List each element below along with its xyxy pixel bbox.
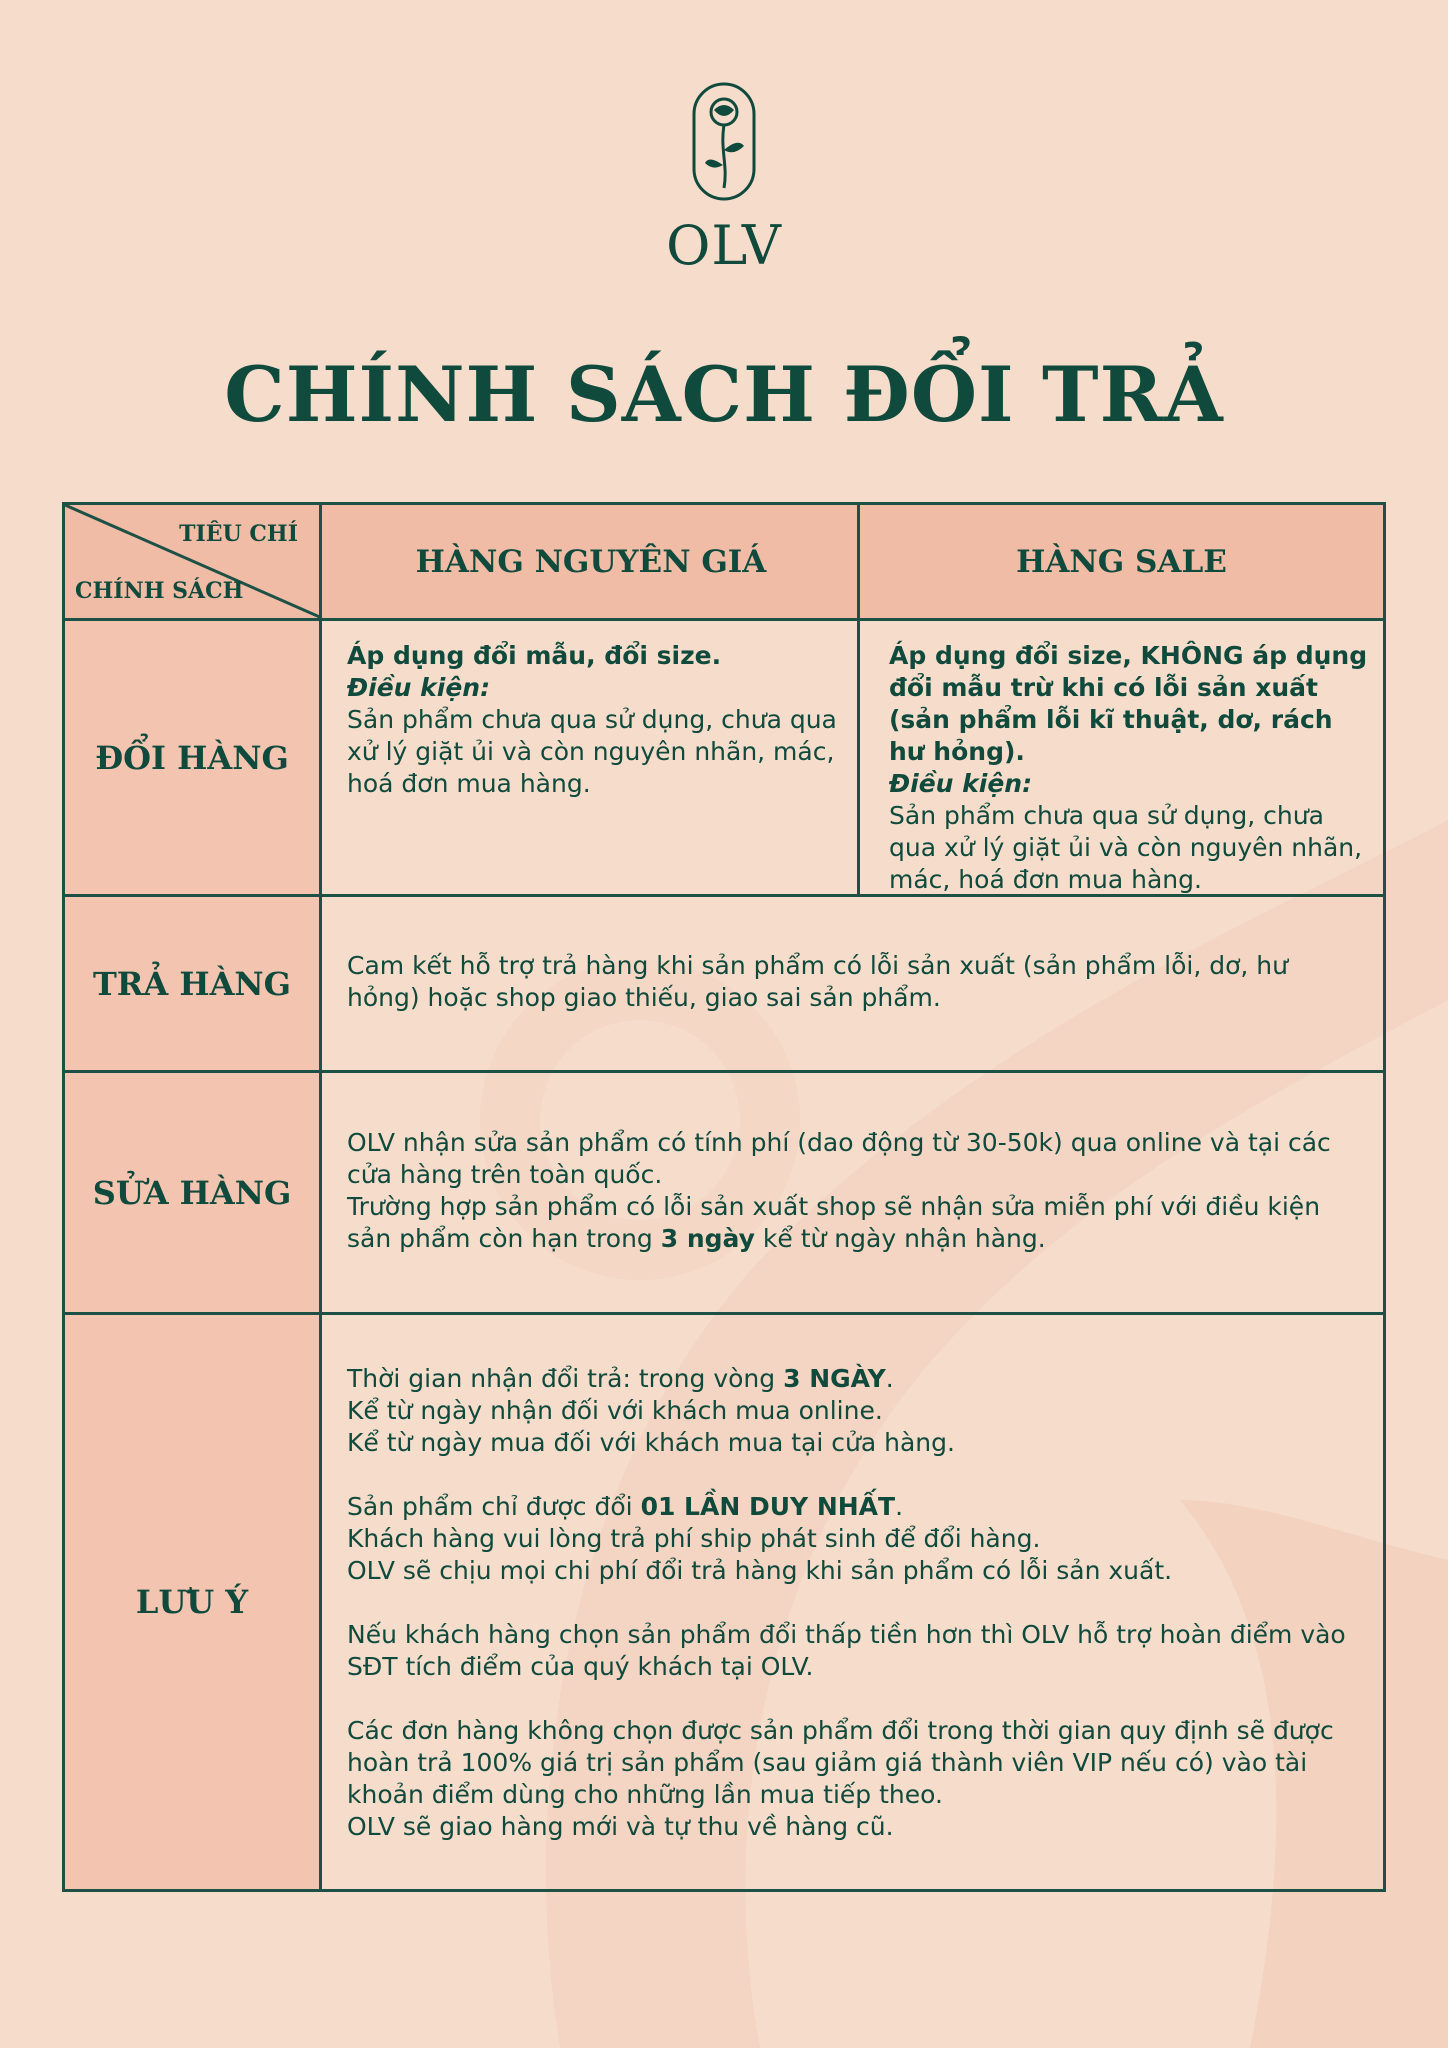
luu-y-store-note: Kể từ ngày mua đối với khách mua tại cửa hàng. — [347, 1428, 955, 1457]
luu-y-exchange-limit: Sản phẩm chỉ được đổi 01 LẦN DUY NHẤT. — [347, 1492, 904, 1521]
luu-y-shipping-fee: Khách hàng vui lòng trả phí ship phát sinh để đổi hàng. — [347, 1524, 1041, 1553]
brand-name: OLV — [666, 214, 782, 277]
sua-hang-paragraph-1: OLV nhận sửa sản phẩm có tính phí (dao động từ 30-50k) qua online và tại các cửa hàng trên toàn quốc. — [347, 1128, 1331, 1189]
corner-label-criteria: TIÊU CHÍ — [179, 521, 298, 547]
divider — [319, 505, 322, 1889]
luu-y-defect-cost: OLV sẽ chịu mọi chi phí đổi trả hàng khi sản phẩm có lỗi sản xuất. — [347, 1556, 1173, 1585]
luu-y-delivery-note: OLV sẽ giao hàng mới và tự thu về hàng cũ. — [347, 1812, 894, 1841]
doi-hang-nguyen-gia-condition-label: Điều kiện: — [347, 673, 491, 702]
rose-logo-icon — [0, 0, 1448, 210]
doi-hang-nguyen-gia-cell — [347, 640, 837, 800]
luu-y-unselected-orders: Các đơn hàng không chọn được sản phẩm đổi trong thời gian quy định sẽ được hoàn trả 100% giá trị sản phẩm (sau giảm giá thành viên VIP nếu có) vào tài khoản điểm dùng cho những lần mua tiếp theo. — [347, 1716, 1334, 1809]
luu-y-points-refund: Nếu khách hàng chọn sản phẩm đổi thấp tiền hơn thì OLV hỗ trợ hoàn điểm vào SĐT tích điểm của quý khách tại OLV. — [347, 1620, 1346, 1681]
page-title: CHÍNH SÁCH ĐỔI TRẢ — [224, 350, 1224, 439]
luu-y-return-window: Thời gian nhận đổi trả: trong vòng 3 NGÀY. — [347, 1364, 894, 1393]
luu-y-cell — [347, 1363, 1357, 1843]
policy-table — [62, 502, 1386, 1892]
sua-hang-paragraph-2: Trường hợp sản phẩm có lỗi sản xuất shop sẽ nhận sửa miễn phí với điều kiện sản phẩm còn hạn trong 3 ngày kể từ ngày nhận hàng. — [347, 1192, 1321, 1253]
doi-hang-sale-condition: Sản phẩm chưa qua sử dụng, chưa qua xử lý giặt ủi và còn nguyên nhãn, mác, hoá đơn mua hàng. — [889, 801, 1363, 894]
corner-label-policy: CHÍNH SÁCH — [75, 578, 244, 604]
doi-hang-nguyen-gia-rule: Áp dụng đổi mẫu, đổi size. — [347, 641, 722, 670]
row-label-luu-y: LƯU Ý — [135, 1583, 249, 1621]
sua-hang-cell — [347, 1127, 1357, 1255]
doi-hang-nguyen-gia-condition: Sản phẩm chưa qua sử dụng, chưa qua xử lý giặt ủi và còn nguyên nhãn, mác, hoá đơn mua hàng. — [347, 705, 837, 798]
column-header-sale: HÀNG SALE — [1016, 543, 1227, 580]
logo — [0, 0, 1448, 300]
corner-cell — [65, 505, 322, 618]
tra-hang-text: Cam kết hỗ trợ trả hàng khi sản phẩm có lỗi sản xuất (sản phẩm lỗi, dơ, hư hỏng) hoặc shop giao thiếu, giao sai sản phẩm. — [347, 951, 1288, 1012]
column-header-nguyen-gia: HÀNG NGUYÊN GIÁ — [415, 543, 767, 580]
tra-hang-cell — [347, 950, 1357, 1014]
row-label-sua-hang: SỬA HÀNG — [92, 1173, 292, 1212]
divider — [857, 505, 860, 894]
doi-hang-sale-rule: Áp dụng đổi size, KHÔNG áp dụng đổi mẫu trừ khi có lỗi sản xuất (sản phẩm lỗi kĩ thuật, dơ, rách hư hỏng). — [889, 641, 1368, 766]
row-label-tra-hang: TRẢ HÀNG — [92, 964, 291, 1003]
doi-hang-sale-condition-label: Điều kiện: — [889, 769, 1033, 798]
doi-hang-sale-cell — [889, 640, 1369, 896]
luu-y-online-note: Kể từ ngày nhận đối với khách mua online. — [347, 1396, 883, 1425]
row-label-doi-hang: ĐỔI HÀNG — [95, 738, 289, 777]
